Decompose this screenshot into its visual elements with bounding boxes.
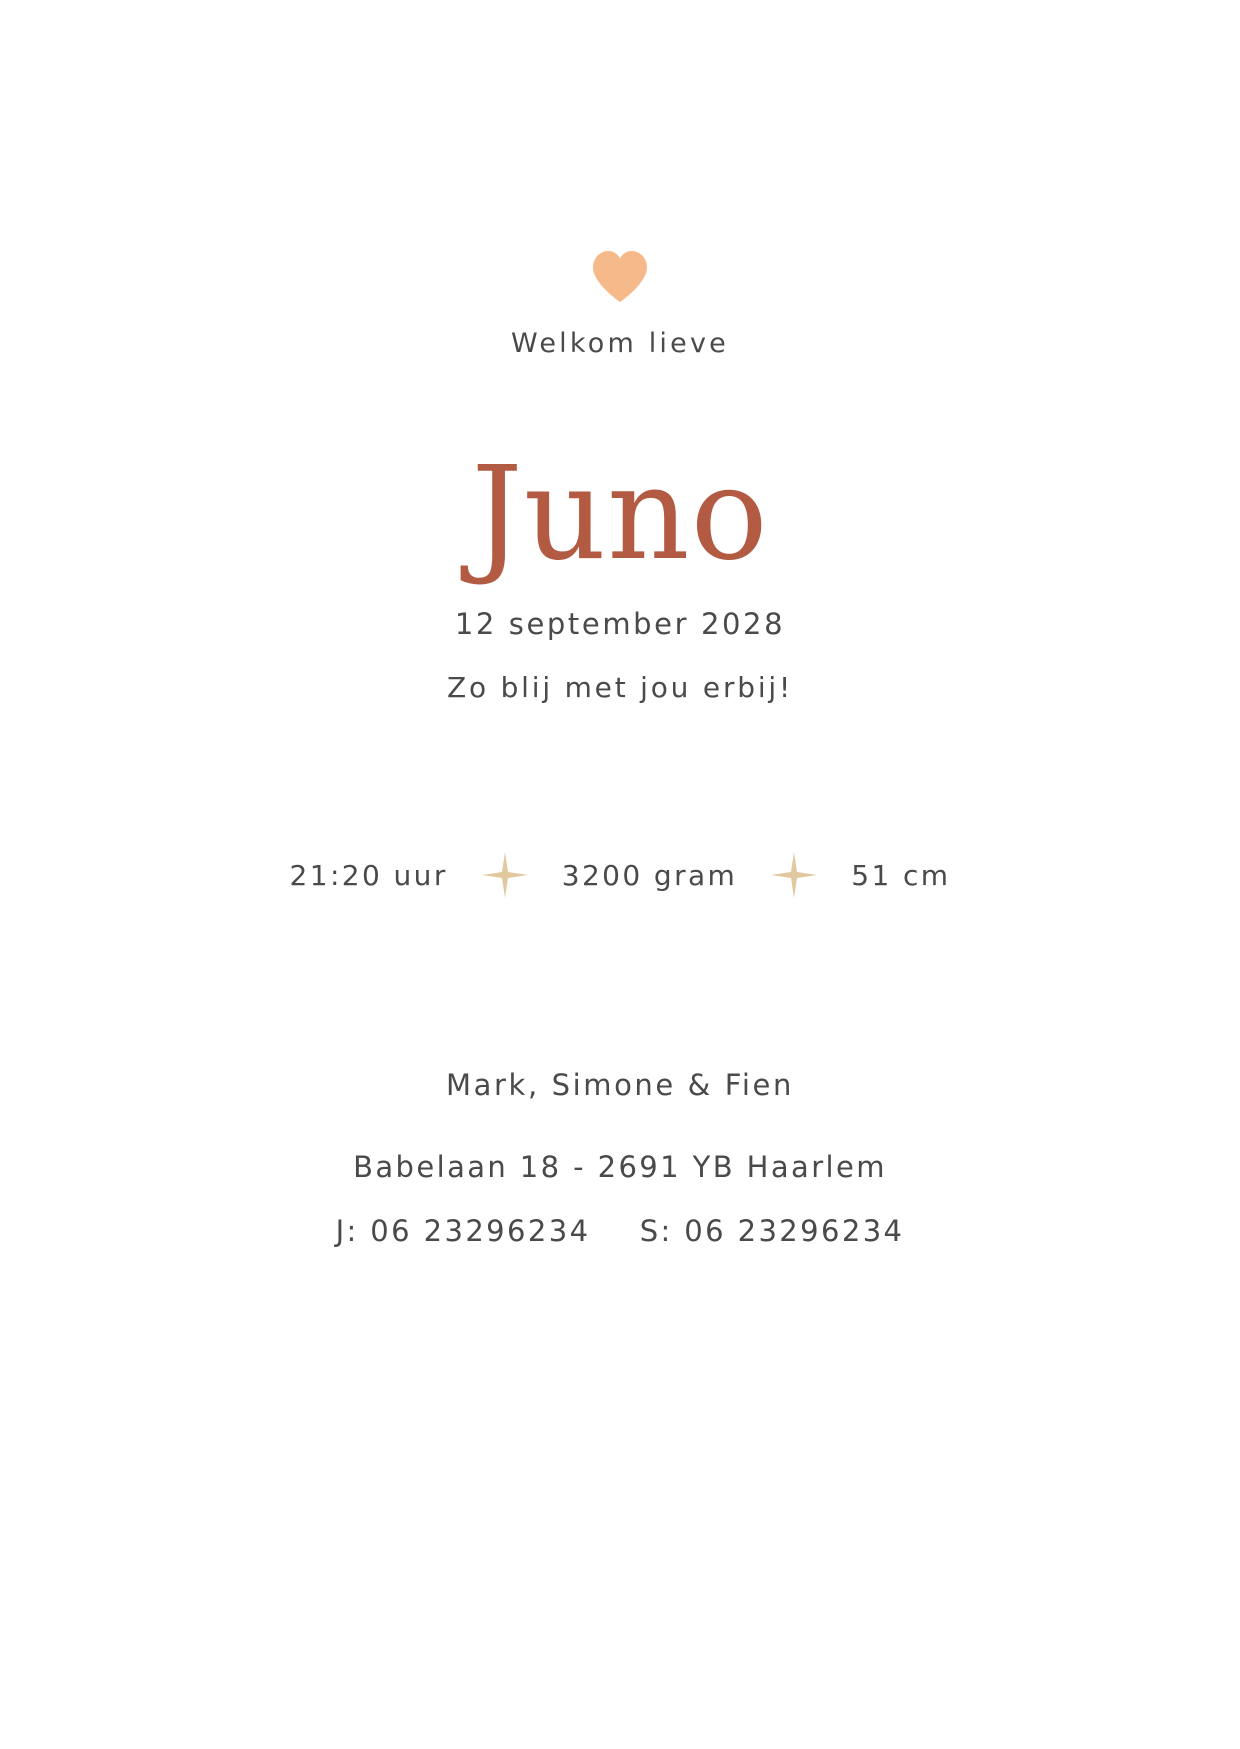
sparkle-star-icon [482, 852, 528, 898]
birth-date: 12 september 2028 [454, 607, 786, 641]
birth-time: 21:20 uur [289, 858, 448, 892]
heart-icon [590, 248, 650, 306]
baby-name: Juno [471, 440, 769, 589]
welcome-line: Welkom lieve [511, 328, 729, 359]
birth-length: 51 cm [851, 858, 951, 892]
parents-names: Mark, Simone & Fien [446, 1068, 794, 1102]
birth-stats-row [290, 852, 951, 898]
birth-weight: 3200 gram [561, 858, 738, 892]
tagline: Zo blij met jou erbij! [446, 671, 794, 704]
phone-numbers [336, 1214, 905, 1248]
sparkle-star-icon [771, 852, 817, 898]
phone-number-secondary: S: 06 23296234 [639, 1214, 905, 1248]
address-line: Babelaan 18 - 2691 YB Haarlem [353, 1150, 887, 1184]
phone-number-primary: J: 06 23296234 [335, 1214, 591, 1248]
